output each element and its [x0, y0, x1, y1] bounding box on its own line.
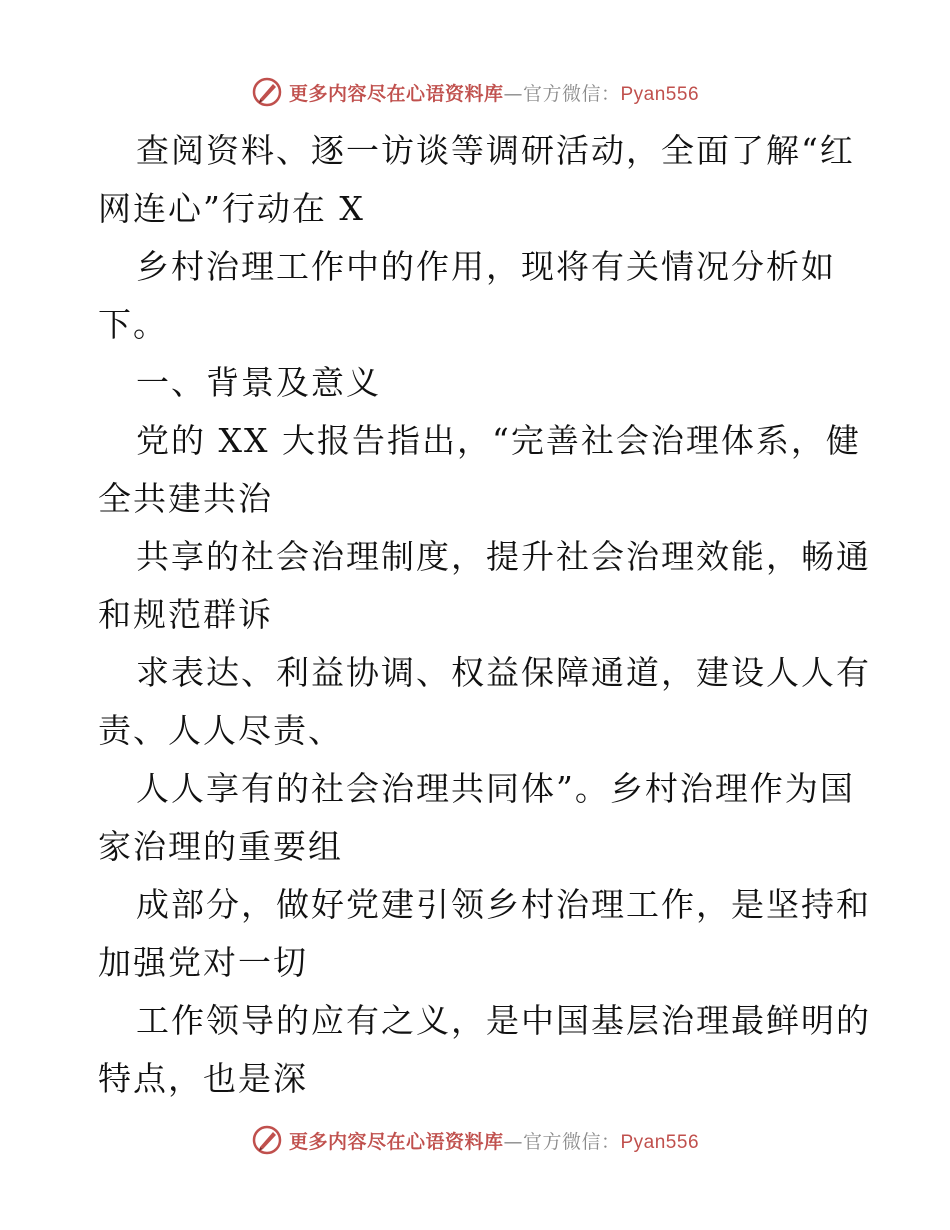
footer-watermark — [0, 1120, 950, 1160]
document-body — [98, 122, 871, 1108]
pen-logo-icon — [251, 1124, 283, 1156]
pen-logo-icon — [251, 76, 283, 108]
section-heading: 一、背景及意义 — [136, 363, 381, 402]
text-line: 求表达、利益协调、权益保障通道，建设人人有 — [136, 653, 871, 692]
watermark-main-text: 更多内容尽在心语资料库 — [288, 82, 504, 105]
text-line: 责、人人尽责、 — [98, 711, 343, 750]
text-line: 党的 XX 大报告指出，“完善社会治理体系，健 — [136, 421, 861, 460]
header-watermark — [0, 72, 950, 112]
watermark-wechat-id: Pyan556 — [620, 83, 700, 105]
watermark-sub-text: 官方微信： — [522, 1130, 621, 1153]
text-line: 查阅资料、逐一访谈等调研活动，全面了解“红 — [136, 131, 855, 170]
text-line: 下。 — [98, 305, 168, 344]
text-line: 共享的社会治理制度，提升社会治理效能，畅通 — [136, 537, 871, 576]
text-line: 全共建共治 — [98, 479, 273, 518]
text-line: 成部分，做好党建引领乡村治理工作，是坚持和 — [136, 885, 871, 924]
watermark-sub-text: 官方微信： — [522, 82, 621, 105]
text-line: 工作领导的应有之义，是中国基层治理最鲜明的 — [136, 1001, 871, 1040]
watermark-dash: — — [503, 82, 523, 105]
watermark-main-text: 更多内容尽在心语资料库 — [288, 1130, 504, 1153]
text-line: 乡村治理工作中的作用，现将有关情况分析如 — [136, 247, 836, 286]
text-line: 加强党对一切 — [98, 943, 308, 982]
text-line: 特点，也是深 — [98, 1059, 308, 1098]
text-line: 网连心”行动在 X — [98, 189, 365, 228]
text-line: 人人享有的社会治理共同体”。乡村治理作为国 — [136, 769, 855, 808]
text-line: 家治理的重要组 — [98, 827, 343, 866]
text-line: 和规范群诉 — [98, 595, 273, 634]
watermark-dash: — — [503, 1130, 523, 1153]
watermark-wechat-id: Pyan556 — [620, 1131, 700, 1153]
